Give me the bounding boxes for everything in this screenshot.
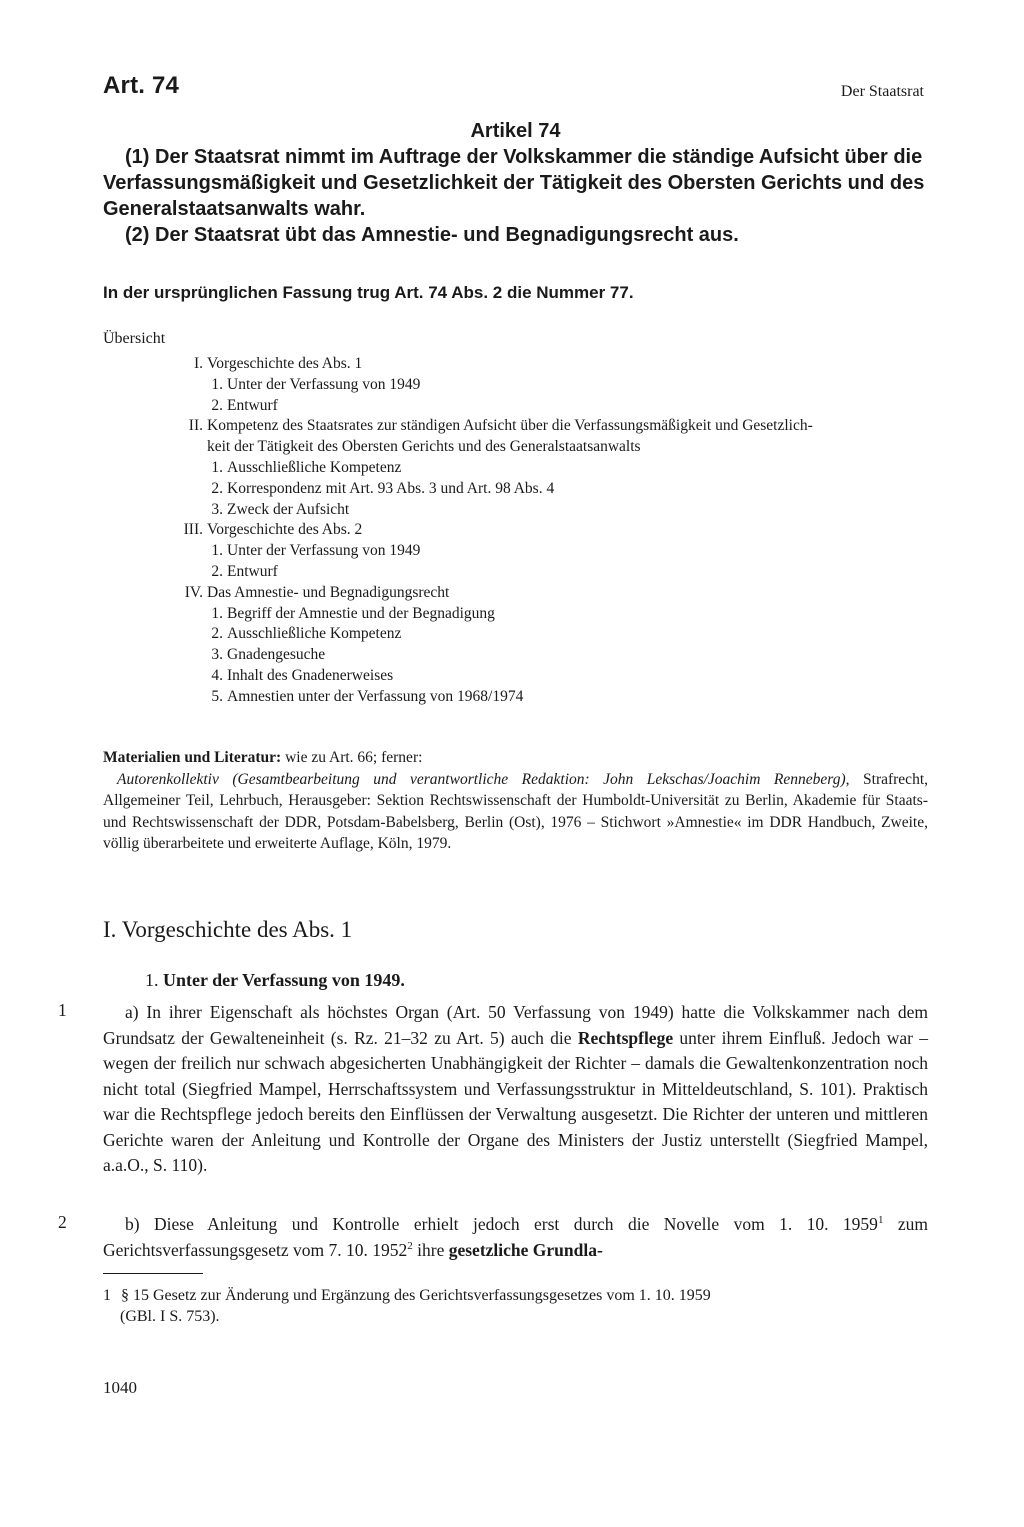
overview-entry: 1. Ausschließliche Kompetenz (211, 458, 402, 476)
overview-entry: 3. Zweck der Aufsicht (211, 500, 350, 518)
overview-entry: 1. Begriff der Amnestie und der Begnadigung (211, 604, 495, 622)
margin-number: 1 (58, 1000, 67, 1020)
original-version-note: In der ursprünglichen Fassung trug Art. 74 Abs. 2 die Nummer 77. (103, 283, 634, 302)
materials-and-literature (103, 747, 928, 855)
materials-label: Materialien und Literatur: (103, 749, 282, 766)
overview-entry: I. Vorgeschichte des Abs. 1 (193, 355, 363, 372)
footnote (103, 1285, 928, 1327)
page-number: 1040 (103, 1378, 137, 1397)
overview-list (103, 354, 928, 708)
overview-entry: 2. Ausschließliche Kompetenz (211, 625, 402, 643)
article-heading: Artikel 74 (470, 120, 561, 142)
materials-authors: Autorenkollektiv (Gesamtbearbeitung und verantwortliche Redaktion: John Lekschas/Joachim Renneberg), (117, 770, 850, 788)
overview-entry: 1. Unter der Verfassung von 1949 (211, 375, 421, 393)
materials-intro: wie zu Art. 66; ferner: (285, 749, 423, 766)
footnote-text: § 15 Gesetz zur Änderung und Ergänzung des Gerichtsverfassungsgesetzes vom 1. 10. 1959 (121, 1287, 711, 1304)
overview-entry: 3. Gnadengesuche (211, 646, 326, 664)
margin-number: 2 (58, 1212, 67, 1232)
article-paragraph-1: (1) Der Staatsrat nimmt im Auftrage der Volkskammer die ständige Aufsicht über die Verfassungsmäßigkeit und Gesetzlichkeit der Tätigkeit des Obersten Gerichts und des Generalstaatsanwalts wahr. (103, 146, 925, 220)
footnote-rule (103, 1273, 203, 1274)
article-text-block (103, 118, 928, 248)
footnote-ref: 1 (877, 1214, 884, 1226)
overview-entry: 5. Amnestien unter der Verfassung von 1968/1974 (211, 687, 524, 705)
overview-entry: 2. Entwurf (211, 562, 278, 580)
footnote-continuation: (GBl. I S. 753). (120, 1308, 220, 1325)
overview-entry: III. Vorgeschichte des Abs. 2 (183, 521, 363, 539)
subsection-heading: 1. Unter der Verfassung von 1949. (145, 970, 405, 990)
body-paragraph: a) In ihrer Eigenschaft als höchstes Organ (Art. 50 Verfassung von 1949) hatte die Volkskammer nach dem Grundsatz der Gewalteneinheit (s. Rz. 21–32 zu Art. 5) auch die Rechtspflege unter ihrem Einfluß. Jedoch war – wegen der freilich nur schwach abgesicherten Unabhängigkeit der Richter – damals die Gewaltenkonzentration noch nicht total (Siegfried Mampel, Herrschaftssystem und Verfassungsstruktur in Mitteldeutschland, S. 101). Praktisch war die Rechtspflege jedoch bereits den Einflüssen der Verwaltung ausgesetzt. Die Richter der unteren und mittleren Gerichte waren der Anleitung und Kontrolle der Organe des Ministers der Justiz unterstellt (Siegfried Mampel, a.a.O., S. 110). (103, 1002, 929, 1175)
overview-entry: 2. Korrespondenz mit Art. 93 Abs. 3 und Art. 98 Abs. 4 (211, 479, 555, 497)
body-paragraph: b) Diese Anleitung und Kontrolle erhielt jedoch erst durch die Novelle vom 1. 10. 1959$^1$ zum Gerichtsverfassungsgesetz vom 7. 10. 1952$^2$ ihre gesetzliche Grundla- (103, 1214, 928, 1260)
overview-entry: 2. Entwurf (211, 396, 278, 414)
overview-entry: 4. Inhalt des Gnadenerweises (211, 666, 394, 684)
overview-title: Übersicht (103, 330, 166, 347)
running-header-article: Art. 74 (103, 72, 180, 99)
footnote-number: 1 (103, 1287, 111, 1304)
materials-citation: Strafrecht, Allgemeiner Teil, Lehrbuch, Herausgeber: Sektion Rechtswissenschaft der Humboldt-Universität zu Berlin, Akademie für Staats- und Rechtswissenschaft der DDR, Potsdam-Babelsberg, Berlin (Ost), 1976 – Stichwort »Amnestie« im DDR Handbuch, Zweite, völlig überarbeitete und erweiterte Auflage, Köln, 1979. (103, 770, 928, 852)
overview-entry: IV. Das Amnestie- und Begnadigungsrecht (184, 583, 450, 601)
footnote-ref: 2 (407, 1239, 413, 1252)
overview-entry: 1. Unter der Verfassung von 1949 (211, 542, 421, 560)
overview-entry: II. Kompetenz des Staatsrates zur ständigen Aufsicht über die Verfassungsmäßigkeit und Gesetzlich- keit der Tätigkeit des Obersten Gerichts und des Generalstaatsanwalts (188, 417, 813, 456)
running-header-title: Der Staatsrat (840, 83, 924, 100)
article-paragraph-2: (2) Der Staatsrat übt das Amnestie- und Begnadigungsrecht aus. (125, 224, 739, 246)
section-heading: I. Vorgeschichte des Abs. 1 (103, 917, 353, 942)
